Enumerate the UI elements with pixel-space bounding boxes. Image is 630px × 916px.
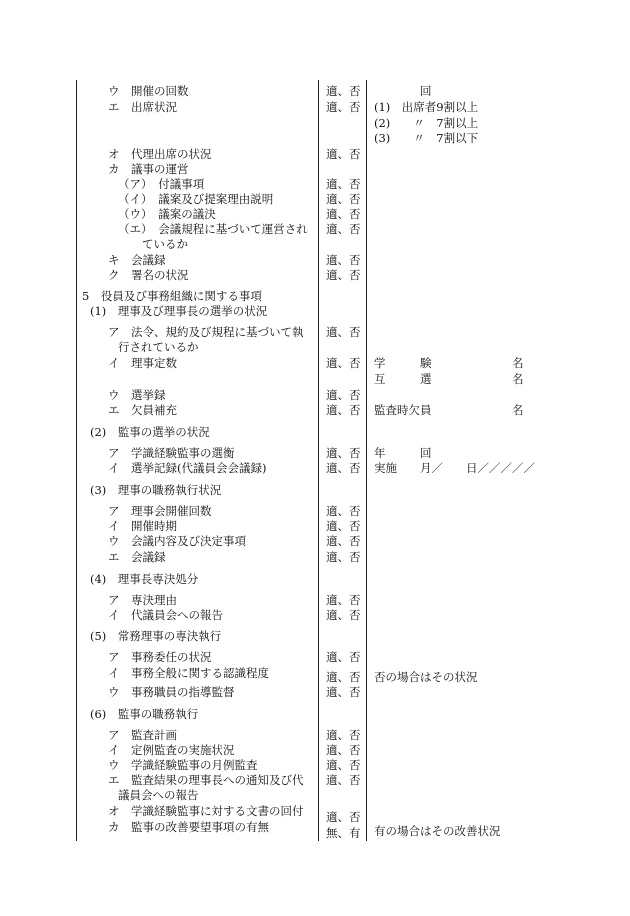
judgment-cell: 適、否: [326, 728, 361, 742]
judgment-cell: 適、否: [326, 608, 361, 622]
item-text: イ 理事定数: [108, 356, 177, 370]
item-text: ているか: [142, 237, 188, 251]
table-left-border: [76, 80, 77, 841]
item-text: (3) 理事の職務執行状況: [90, 483, 222, 497]
remark-cell: 有の場合はその改善状況: [374, 824, 501, 838]
judgment-cell: 適、否: [326, 534, 361, 548]
item-text: (4) 理事長専決処分: [90, 572, 199, 586]
judgment-cell: 適、否: [326, 446, 361, 460]
judgment-cell: 適、否: [326, 268, 361, 282]
judgment-cell: 適、否: [326, 550, 361, 564]
remark-cell: 実施 月／ 日／／／／／: [374, 461, 535, 475]
item-text: （イ） 議案及び提案理由説明: [118, 192, 274, 206]
judgment-cell: 適、否: [326, 100, 361, 114]
judgment-cell: 適、否: [326, 222, 361, 236]
item-text: ウ 学識経験監事の月例監査: [108, 758, 258, 772]
item-text: ウ 会議内容及び決定事項: [108, 534, 246, 548]
item-text: ウ 事務職員の指導監督: [108, 685, 235, 699]
item-text: ア 法令、規約及び規程に基づいて執: [108, 325, 304, 339]
item-text: ア 専決理由: [108, 593, 177, 607]
judgment-cell: 無、有: [326, 826, 361, 840]
judgment-cell: 適、否: [326, 650, 361, 664]
item-text: ア 理事会開催回数: [108, 504, 212, 518]
item-text: （ウ） 議案の議決: [118, 207, 216, 221]
item-text: イ 代議員会への報告: [108, 608, 223, 622]
item-text: ア 学識経験監事の選衡: [108, 446, 235, 460]
judgment-cell: 適、否: [326, 403, 361, 417]
item-text: カ 監事の改善要望事項の有無: [108, 820, 269, 834]
judgment-cell: 適、否: [326, 325, 361, 339]
item-text: オ 代理出席の状況: [108, 147, 212, 161]
judgment-cell: 適、否: [326, 743, 361, 757]
item-text: キ 会議録: [108, 253, 166, 267]
item-text: （ア） 付議事項: [118, 177, 205, 191]
judgment-cell: 適、否: [326, 758, 361, 772]
remark-cell: 回: [420, 84, 432, 98]
remark-cell: 年 回: [374, 446, 432, 460]
remark-cell: 学 験 名: [374, 356, 524, 370]
item-text: (5) 常務理事の専決執行: [90, 629, 222, 643]
item-text: 議員会への報告: [118, 788, 199, 802]
judgment-cell: 適、否: [326, 147, 361, 161]
item-text: 行されているか: [118, 340, 199, 354]
judgment-cell: 適、否: [326, 461, 361, 475]
item-text: エ 欠員補充: [108, 403, 177, 417]
item-text: ウ 開催の回数: [108, 84, 189, 98]
judgment-cell: 適、否: [326, 810, 361, 824]
judgment-cell: 適、否: [326, 593, 361, 607]
remark-cell: (2) 〃 7割以上: [374, 116, 479, 130]
judgment-cell: 適、否: [326, 388, 361, 402]
judgment-cell: 適、否: [326, 773, 361, 787]
item-text: イ 事務全般に関する認識程度: [108, 666, 269, 680]
judgment-cell: 適、否: [326, 192, 361, 206]
judgment-cell: 適、否: [326, 504, 361, 518]
item-text: カ 議事の運営: [108, 162, 189, 176]
judgment-cell: 適、否: [326, 356, 361, 370]
judgment-cell: 適、否: [326, 685, 361, 699]
item-text: エ 出席状況: [108, 100, 177, 114]
remark-cell: (1) 出席者9割以上: [374, 100, 479, 114]
item-text: 5 役員及び事務組織に関する事項: [82, 289, 262, 303]
remark-cell: (3) 〃 7割以下: [374, 131, 479, 145]
judgment-cell: 適、否: [326, 84, 361, 98]
item-text: ウ 選挙録: [108, 388, 166, 402]
remark-cell: 監査時欠員 名: [374, 403, 524, 417]
item-text: ク 署名の状況: [108, 268, 189, 282]
table-col-divider-1: [318, 80, 319, 841]
item-text: (6) 監事の職務執行: [90, 707, 199, 721]
item-text: オ 学識経験監事に対する文書の回付: [108, 804, 304, 818]
remark-cell: 否の場合はその状況: [374, 670, 478, 684]
remark-cell: 互 選 名: [374, 372, 524, 386]
item-text: エ 監査結果の理事長への通知及び代: [108, 773, 304, 787]
judgment-cell: 適、否: [326, 519, 361, 533]
item-text: ア 監査計画: [108, 728, 177, 742]
item-text: （エ） 会議規程に基づいて運営され: [118, 222, 308, 236]
judgment-cell: 適、否: [326, 253, 361, 267]
table-col-divider-2: [366, 80, 367, 841]
item-text: ア 事務委任の状況: [108, 650, 212, 664]
item-text: イ 定例監査の実施状況: [108, 743, 235, 757]
judgment-cell: 適、否: [326, 670, 361, 684]
judgment-cell: 適、否: [326, 207, 361, 221]
item-text: (1) 理事及び理事長の選挙の状況: [90, 304, 268, 318]
item-text: (2) 監事の選挙の状況: [90, 425, 210, 439]
judgment-cell: 適、否: [326, 177, 361, 191]
item-text: イ 選挙記録(代議員会会議録): [108, 461, 267, 475]
item-text: イ 開催時期: [108, 519, 177, 533]
item-text: エ 会議録: [108, 550, 166, 564]
